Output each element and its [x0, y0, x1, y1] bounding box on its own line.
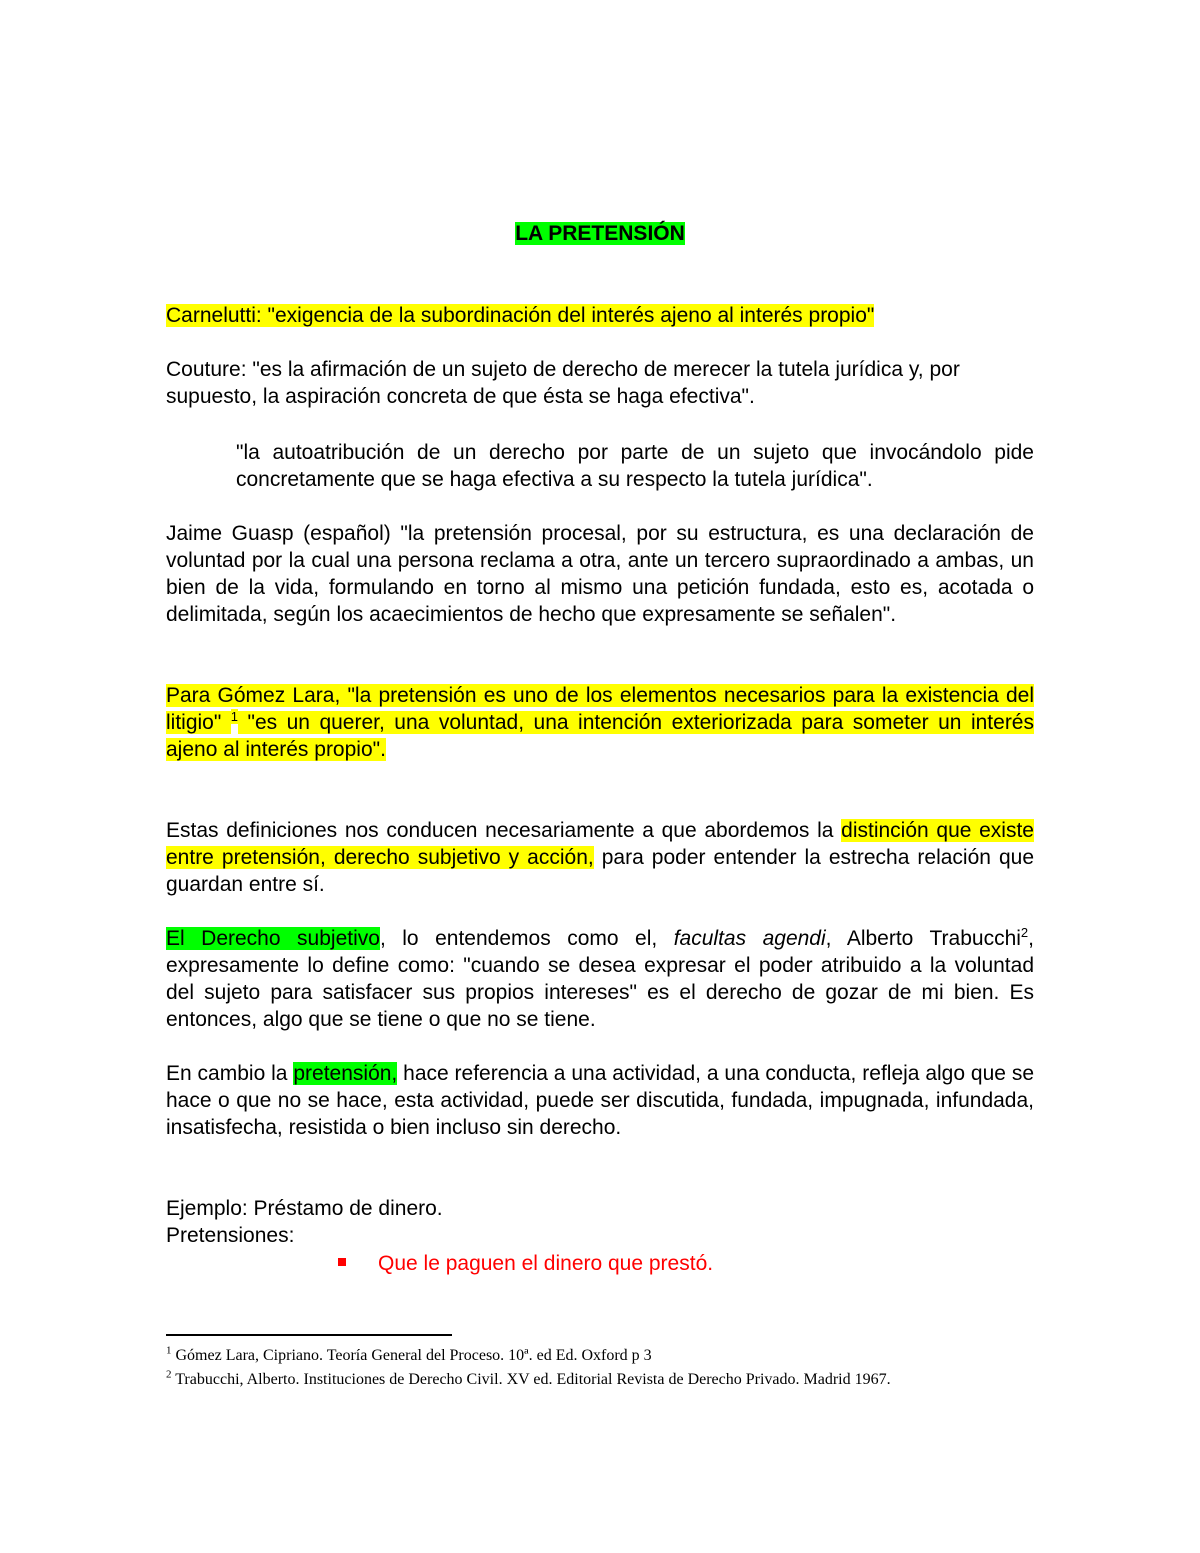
footnote-ref-1[interactable]: 1 — [230, 709, 239, 724]
en-cambio-before: En cambio la — [166, 1062, 294, 1085]
estas-before: Estas definiciones nos conducen necesariamente a que abordemos la — [166, 819, 842, 842]
gomez-lara-part2: "es un querer, una voluntad, una intención exteriorizada para someter un interés ajeno al interés propio". — [166, 711, 1034, 761]
footnote-text: Gómez Lara, Cipriano. Teoría General del Proceso. 10ª. ed Ed. Oxford p 3 — [175, 1347, 652, 1364]
square-bullet-icon — [338, 1258, 346, 1266]
bullet-text: Que le paguen el dinero que prestó. — [378, 1252, 714, 1275]
estas-highlight: distinción que existe entre pretensión, derecho subjetivo y acción, — [166, 819, 1034, 869]
couture-quote-text: "la autoatribución de un derecho por parte de un sujeto que invocándolo pide concretamente que se haga efectiva a su respecto la tutela jurídica". — [236, 441, 1034, 491]
footnote-separator — [166, 1334, 452, 1336]
footnote-number: 2 — [166, 1368, 172, 1381]
estas-after: para poder entender la estrecha relación que guardan entre sí. — [166, 846, 1035, 896]
footnote-1 — [166, 1344, 1034, 1368]
carnelutti-paragraph — [166, 302, 1034, 329]
footnote-text: Trabucchi, Alberto. Instituciones de Derecho Civil. XV ed. Editorial Revista de Derecho Privado. Madrid 1967. — [175, 1371, 891, 1388]
guasp-text: Jaime Guasp (español) "la pretensión procesal, por su estructura, es una declaración de voluntad por la cual una persona reclama a otra, ante un tercero supraordinado a ambas, un bien de la vida, formulando en torno al mismo una petición fundada, esto es, acotada o delimitada, según los acaecimientos de hecho que expresamente se señalen". — [166, 522, 1034, 626]
carnelutti-text: Carnelutti: "exigencia de la subordinación del interés ajeno al interés propio" — [166, 304, 875, 327]
footnote-2 — [166, 1368, 1034, 1392]
ejemplo-text: Ejemplo: Préstamo de dinero. — [166, 1197, 443, 1220]
en-cambio-paragraph — [166, 1060, 1034, 1141]
derecho-subjetivo-italic: facultas agendi — [673, 927, 826, 950]
title-text: LA PRETENSIÓN — [515, 222, 685, 245]
page-title — [0, 220, 1200, 248]
couture-text: Couture: "es la afirmación de un sujeto de derecho de merecer la tutela jurídica y, por supuesto, la aspiración concreta de que ésta se haga efectiva". — [166, 358, 960, 408]
pretensiones-text: Pretensiones: — [166, 1224, 295, 1247]
guasp-paragraph — [166, 520, 1034, 628]
derecho-subjetivo-paragraph — [166, 925, 1034, 1033]
gomez-lara-paragraph — [166, 682, 1034, 763]
estas-paragraph — [166, 817, 1034, 898]
footnotes — [166, 1344, 1034, 1392]
derecho-subjetivo-part3: , expresamente lo define como: "cuando se desea expresar el poder atribuido a la voluntad del sujeto para satisfacer sus propios intereses" es el derecho de gozar de mi bien. Es entonces, algo que se tiene o que no se tiene. — [166, 927, 1034, 1031]
derecho-subjetivo-part1: , lo entendemos como el, — [379, 927, 674, 950]
couture-quote-paragraph — [236, 439, 1034, 493]
bullet-item — [338, 1250, 713, 1278]
en-cambio-after: hace referencia a una actividad, a una conducta, refleja algo que se hace o que no se hace, esta actividad, puede ser discutida, fundada, impugnada, infundada, insatisfecha, resistida o bien incluso sin derecho. — [166, 1062, 1035, 1139]
derecho-subjetivo-highlight: El Derecho subjetivo — [166, 927, 380, 950]
couture-paragraph — [166, 356, 1034, 410]
gomez-lara-part1: Para Gómez Lara, "la pretensión es uno de los elementos necesarios para la existencia del litigio" — [166, 684, 1034, 734]
footnote-ref-2[interactable]: 2 — [1020, 925, 1029, 940]
footnote-number: 1 — [166, 1344, 172, 1357]
ejemplo-line — [166, 1195, 1034, 1222]
pretensiones-line — [166, 1222, 1034, 1249]
derecho-subjetivo-part2: , Alberto Trabucchi — [825, 927, 1021, 950]
en-cambio-highlight: pretensión, — [293, 1062, 398, 1085]
